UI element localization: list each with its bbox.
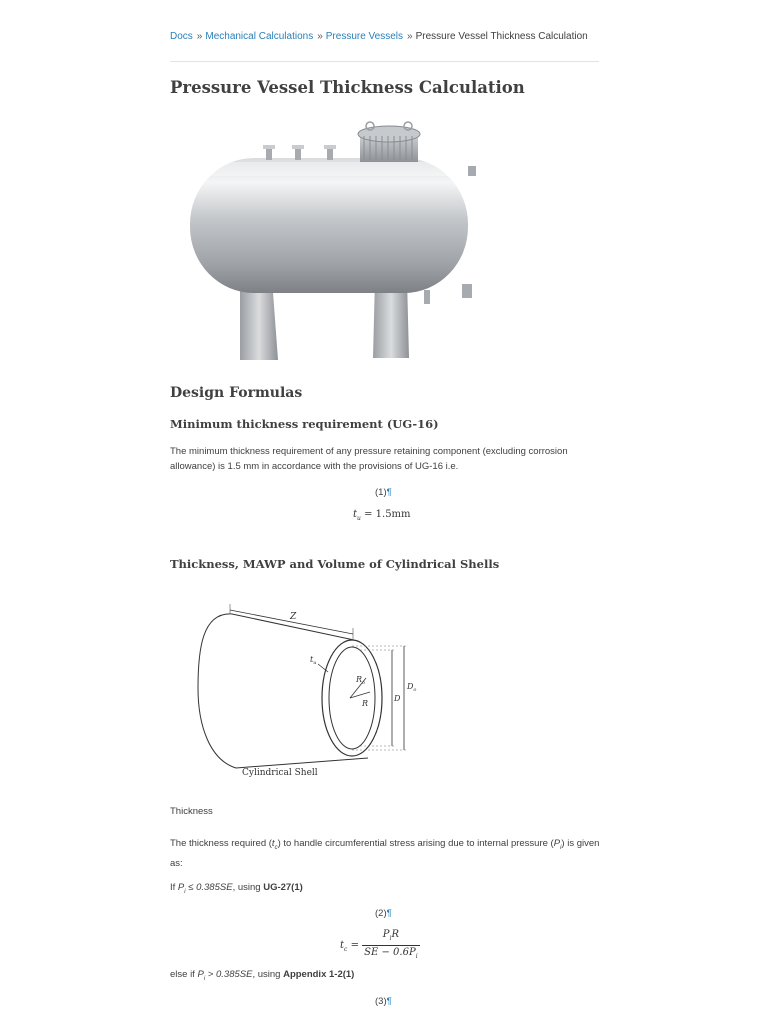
label-do-main: D — [407, 682, 414, 691]
condition-1 — [170, 880, 600, 900]
breadcrumb-divider — [170, 61, 599, 62]
cond2-if: else if — [170, 969, 198, 980]
equation-permalink[interactable]: ¶ — [386, 908, 392, 919]
eq2-num-r: R — [391, 929, 399, 940]
equation-number-1 — [375, 487, 392, 498]
equation-number-label: (3) — [375, 996, 387, 1007]
section-heading-design-formulas: Design Formulas — [170, 385, 303, 401]
eq2-fraction — [362, 928, 419, 963]
page-title: Pressure Vessel Thickness Calculation — [170, 78, 525, 97]
thickness-paragraph — [170, 836, 600, 871]
cond1-ref: UG-27(1) — [263, 882, 303, 893]
cond1-using: , using — [232, 882, 264, 893]
eq1-lhs: t — [353, 509, 358, 520]
cond2-p-sub: i — [203, 975, 206, 982]
eq2-num-sub: i — [389, 935, 392, 942]
eq2-den-sub: i — [415, 953, 418, 960]
label-z: Z — [290, 612, 297, 622]
breadcrumb — [170, 31, 588, 42]
equation-number-label: (1) — [375, 487, 387, 498]
thickness-label: Thickness — [170, 806, 213, 817]
figure-caption: Cylindrical Shell — [242, 768, 318, 778]
thickness-tc-sub: c — [274, 844, 278, 851]
equation-permalink[interactable]: ¶ — [386, 996, 392, 1007]
breadcrumb-mechanical-calculations[interactable]: Mechanical Calculations — [205, 31, 314, 42]
thickness-tc: t — [271, 838, 275, 849]
cond1-p-sub: i — [184, 888, 186, 895]
min-thickness-paragraph: The minimum thickness requirement of any pressure retaining component (excluding corrosion allowance) is 1.5 mm in accordance with the provisions of UG-16 i.e. — [170, 446, 568, 472]
pressure-vessel-image — [170, 114, 492, 370]
label-ro-sub: o — [362, 680, 366, 686]
thickness-pi-sub: i — [560, 844, 562, 851]
eq2-denominator — [362, 946, 419, 963]
thickness-text-2: ) to handle circumferential stress arising due to internal pressure ( — [277, 838, 554, 849]
label-tu-main: t — [310, 655, 314, 664]
eq2-numerator — [362, 928, 419, 946]
eq1-sub: u — [357, 515, 361, 522]
eq2-den-text: SE − 0.6P — [364, 947, 416, 958]
eq2-lhs: t — [340, 940, 345, 951]
cond1-p: P — [177, 882, 185, 893]
breadcrumb-separator: » — [407, 31, 413, 42]
eq2-num-p: P — [382, 929, 390, 940]
condition-2 — [170, 967, 600, 987]
breadcrumb-docs[interactable]: Docs — [170, 31, 193, 42]
equation-1 — [353, 509, 411, 522]
label-d: D — [394, 694, 401, 703]
eq2-lhs-sub: c — [344, 946, 348, 953]
eq2-equals: = — [350, 940, 359, 951]
breadcrumb-pressure-vessels[interactable]: Pressure Vessels — [325, 31, 404, 42]
label-ro-main: R — [356, 675, 363, 684]
equation-permalink[interactable]: ¶ — [386, 487, 392, 498]
equation-number-label: (2) — [375, 908, 387, 919]
label-r: R — [362, 699, 369, 708]
equation-number-2 — [375, 908, 392, 919]
cond1-if: If — [170, 882, 178, 893]
thickness-pi: P — [553, 838, 561, 849]
cond2-rel: > 0.385SE — [205, 969, 253, 980]
breadcrumb-separator: » — [196, 31, 203, 42]
cylindrical-shell-diagram — [170, 592, 422, 792]
thickness-text-3: ) is given as: — [170, 838, 600, 869]
subheading-cylindrical-shells: Thickness, MAWP and Volume of Cylindrical Shells — [170, 557, 500, 571]
cond2-ref: Appendix 1-2(1) — [283, 969, 355, 980]
breadcrumb-separator: » — [317, 31, 323, 42]
cond2-using: , using — [252, 969, 284, 980]
label-do-sub: o — [413, 687, 417, 693]
cond2-p: P — [197, 969, 204, 980]
equation-number-3 — [375, 996, 392, 1007]
label-tu-sub: u — [313, 660, 317, 666]
breadcrumb-current: Pressure Vessel Thickness Calculation — [415, 31, 588, 42]
eq1-rhs: = 1.5mm — [364, 509, 411, 520]
equation-2 — [340, 928, 420, 963]
thickness-text-1: The thickness required ( — [170, 838, 272, 849]
cond1-rel: ≤ 0.385SE — [185, 882, 233, 893]
subheading-minimum-thickness: Minimum thickness requirement (UG-16) — [170, 417, 439, 431]
